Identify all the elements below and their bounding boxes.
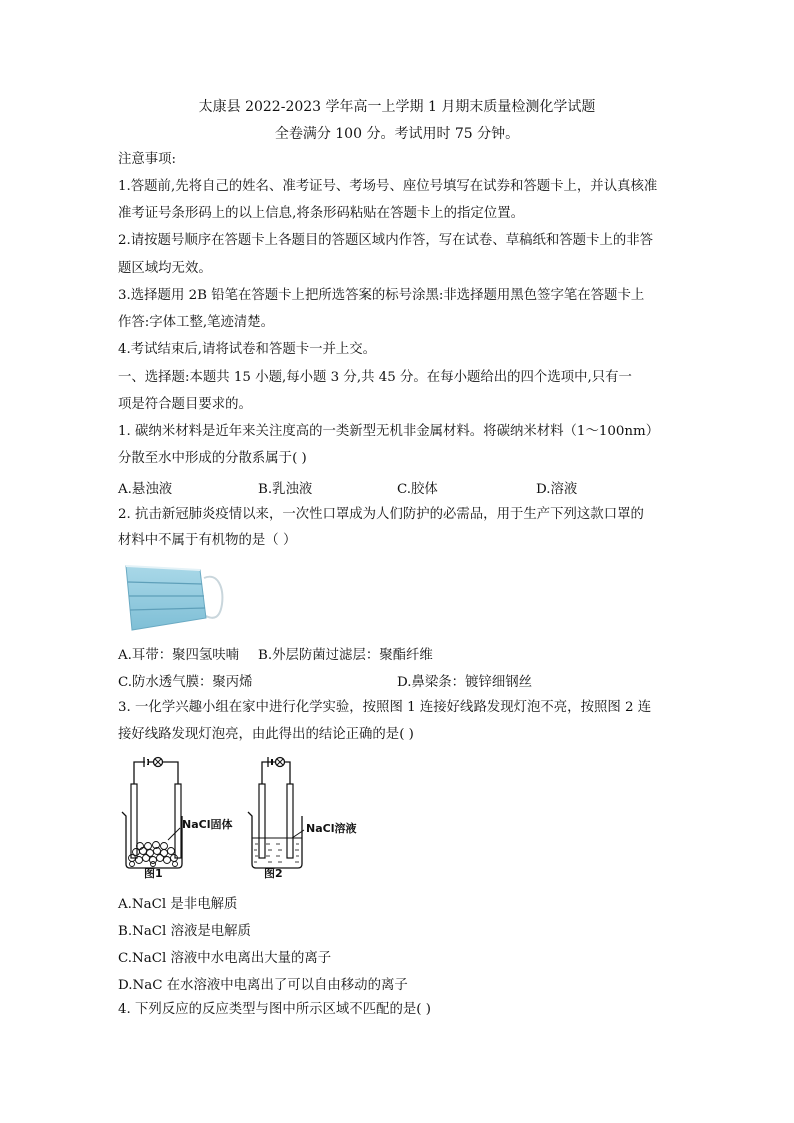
q2-stem-cont: 材料中不属于有机物的是（ ） — [118, 533, 297, 548]
figure-1-caption: 图1 — [144, 867, 163, 880]
q3-stem-cont: 接好线路发现灯泡亮，由此得出的结论正确的是( ) — [118, 727, 414, 742]
notice-heading: 注意事项: — [118, 152, 177, 167]
q3-option-d: D.NaC 在水溶液中电离出了可以自由移动的离子 — [118, 978, 408, 993]
notice-line: 4.考试结束后,请将试卷和答题卡一并上交。 — [118, 342, 377, 357]
figure-2-circuit — [246, 754, 376, 880]
q3-option-b: B.NaCl 溶液是电解质 — [118, 924, 251, 939]
q2-option-a: A.耳带：聚四氢呋喃 — [118, 648, 240, 663]
face-mask-image — [118, 558, 226, 638]
notice-line: 3.选择题用 2B 铅笔在答题卡上把所选答案的标号涂黑:非选择题用黑色签字笔在答题卡上 — [118, 288, 645, 303]
notice-line: 1.答题前,先将自己的姓名、准考证号、考场号、座位号填写在试券和答题卡上，并认真核准 — [118, 179, 658, 194]
section-heading: 一、选择题:本题共 15 小题,每小题 3 分,共 45 分。在每小题给出的四个选项中,只有一 — [118, 370, 632, 385]
exam-subtitle: 全卷满分 100 分。考试用时 75 分钟。 — [274, 126, 520, 142]
q1-stem-cont: 分散至水中形成的分散系属于( ) — [118, 451, 307, 466]
q3-option-c: C.NaCl 溶液中水电离出大量的离子 — [118, 951, 332, 966]
notice-line: 作答:字体工整,笔迹清楚。 — [118, 315, 275, 330]
figure-2-label: NaCl溶液 — [306, 822, 357, 835]
q3-option-a: A.NaCl 是非电解质 — [118, 897, 238, 912]
exam-title: 太康县 2022-2023 学年高一上学期 1 月期末质量检测化学试题 — [198, 99, 596, 115]
q3-stem: 3. 一化学兴趣小组在家中进行化学实验，按照图 1 连接好线路发现灯泡不亮，按照图 2 连 — [118, 700, 652, 715]
q2-option-b: B.外层防菌过滤层：聚酯纤维 — [258, 648, 433, 663]
q2-option-c: C.防水透气膜：聚丙烯 — [118, 675, 253, 690]
notice-line: 准考证号条形码上的以上信息,将条形码粘贴在答题卡上的指定位置。 — [118, 206, 524, 221]
section-heading-cont: 项是符合题目要求的。 — [118, 397, 252, 412]
figure-1-circuit — [118, 754, 248, 880]
q1-option-b: B.乳浊液 — [258, 482, 313, 497]
q4-stem: 4. 下列反应的反应类型与图中所示区域不匹配的是( ) — [118, 1002, 431, 1017]
q2-stem: 2. 抗击新冠肺炎疫情以来，一次性口罩成为人们防护的必需品，用于生产下列这款口罩的 — [118, 507, 644, 522]
figure-1-label: NaCl固体 — [182, 818, 233, 831]
figure-2-caption: 图2 — [264, 867, 283, 880]
q1-option-c: C.胶体 — [397, 482, 438, 497]
q1-stem: 1. 碳纳米材料是近年来关注度高的一类新型无机非金属材料。将碳纳米材料（1～100nm） — [118, 424, 660, 439]
notice-line: 题区域均无效。 — [118, 261, 212, 276]
q1-option-a: A.悬浊液 — [118, 482, 173, 497]
q1-option-d: D.溶液 — [536, 482, 578, 497]
q2-option-d: D.鼻梁条：镀锌细钢丝 — [397, 675, 533, 690]
notice-line: 2.请按题号顺序在答题卡上各题目的答题区域内作答，写在试卷、草稿纸和答题卡上的非答 — [118, 233, 654, 248]
